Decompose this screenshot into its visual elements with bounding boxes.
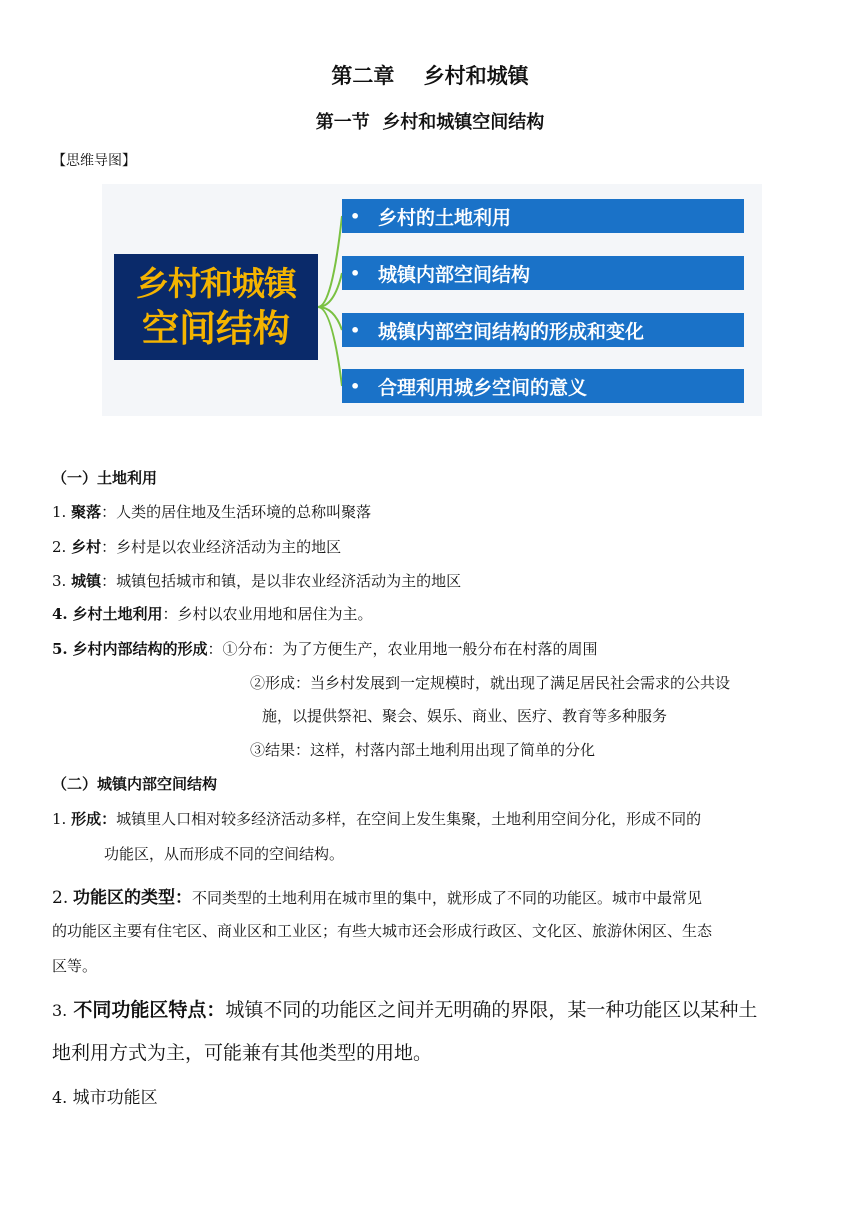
branch-label: 合理利用城乡空间的意义 xyxy=(378,376,588,399)
item-term: 乡村土地利用 xyxy=(72,605,163,623)
mind-map-center xyxy=(114,254,318,360)
item-term: 功能区的类型： xyxy=(73,888,193,908)
item-sep: ： xyxy=(162,605,178,623)
item-text: 城市功能区 xyxy=(72,1088,158,1108)
center-title-line1: 乡村和城镇 xyxy=(136,264,296,303)
item-text: 城镇里人口相对较多经济活动多样，在空间上发生集聚，土地利用空间分化，形成不同的 xyxy=(116,810,702,828)
item-term: 城镇 xyxy=(71,572,102,590)
item-number: 3. xyxy=(52,1001,68,1020)
part2-item3-line2: 地利用方式为主，可能兼有其他类型的用地。 xyxy=(52,1042,433,1064)
part1-heading: （一）土地利用 xyxy=(52,469,158,487)
branch-space-significance xyxy=(342,369,744,403)
list-item xyxy=(52,501,371,522)
branch-label: 乡村的土地利用 xyxy=(378,206,512,229)
branch-structure-formation xyxy=(342,313,744,347)
item-number: 3. xyxy=(52,572,67,590)
bullet-icon: • xyxy=(350,320,361,340)
item-sep: ： xyxy=(101,538,117,556)
item-term: 形成： xyxy=(71,810,117,828)
item-text: 城镇不同的功能区之间并无明确的界限，某一种功能区以某种土 xyxy=(225,999,758,1021)
part2-item2-line2: 的功能区主要有住宅区、商业区和工业区；有些大城市还会形成行政区、文化区、旅游休闲区、生态 xyxy=(52,922,713,940)
list-item xyxy=(52,536,341,557)
item-number: 4. xyxy=(52,605,68,623)
item5-formation-line2: 施，以提供祭祀、聚会、娱乐、商业、医疗、教育等多种服务 xyxy=(262,707,668,725)
bullet-icon: • xyxy=(350,263,361,283)
branch-urban-structure xyxy=(342,256,744,290)
item5-formation-line: ②形成：当乡村发展到一定规模时，就出现了满足居民社会需求的公共设 xyxy=(250,674,731,692)
item-number: 1. xyxy=(52,810,67,828)
item-text: 乡村是以农业经济活动为主的地区 xyxy=(116,538,342,556)
part2-heading: （二）城镇内部空间结构 xyxy=(52,775,218,793)
branch-label: 城镇内部空间结构的形成和变化 xyxy=(378,320,645,343)
item-number: 4. xyxy=(52,1088,68,1107)
item-term: 聚落 xyxy=(71,503,102,521)
item-sep: ： xyxy=(207,640,223,658)
part2-item2 xyxy=(52,883,702,908)
item-text: ①分布：为了方便生产，农业用地一般分布在村落的周围 xyxy=(222,640,598,658)
item-text: 人类的居住地及生活环境的总称叫聚落 xyxy=(116,503,372,521)
connector-1 xyxy=(318,216,342,307)
mind-map xyxy=(102,184,762,416)
item-sep: ： xyxy=(101,503,117,521)
item-term: 不同功能区特点： xyxy=(73,999,226,1021)
item-term: 乡村 xyxy=(71,538,102,556)
list-item xyxy=(52,638,598,659)
item-term: 乡村内部结构的形成 xyxy=(72,640,208,658)
part2-item2-line3: 区等。 xyxy=(52,957,98,975)
section-title: 第一节 乡村和城镇空间结构 xyxy=(315,112,545,133)
branch-rural-land-use xyxy=(342,199,744,233)
part2-item1 xyxy=(52,808,701,829)
item-text: 不同类型的土地利用在城市里的集中，就形成了不同的功能区。城市中最常见 xyxy=(192,889,703,907)
item-number: 1. xyxy=(52,503,67,521)
chapter-title: 第二章 乡村和城镇 xyxy=(331,64,529,88)
item5-result-line: ③结果：这样，村落内部土地利用出现了简单的分化 xyxy=(250,741,596,759)
part2-item3 xyxy=(52,995,757,1022)
part2-item1-line2: 功能区，从而形成不同的空间结构。 xyxy=(104,845,345,863)
item-number: 2. xyxy=(52,888,69,908)
item-text: 城镇包括城市和镇，是以非农业经济活动为主的地区 xyxy=(116,572,462,590)
bullet-icon: • xyxy=(350,376,361,396)
bullet-icon: • xyxy=(350,206,361,226)
list-item xyxy=(52,603,373,624)
list-item xyxy=(52,570,461,591)
part2-item4 xyxy=(52,1083,158,1108)
item-number: 2. xyxy=(52,538,67,556)
item-text: 乡村以农业用地和居住为主。 xyxy=(177,605,373,623)
center-title-line2: 空间结构 xyxy=(142,307,290,350)
connector-3 xyxy=(318,307,342,330)
item-number: 5. xyxy=(52,640,68,658)
connector-4 xyxy=(318,307,342,386)
item-sep: ： xyxy=(101,572,117,590)
mindmap-label: 【思维导图】 xyxy=(52,153,136,169)
branch-label: 城镇内部空间结构 xyxy=(378,263,531,286)
